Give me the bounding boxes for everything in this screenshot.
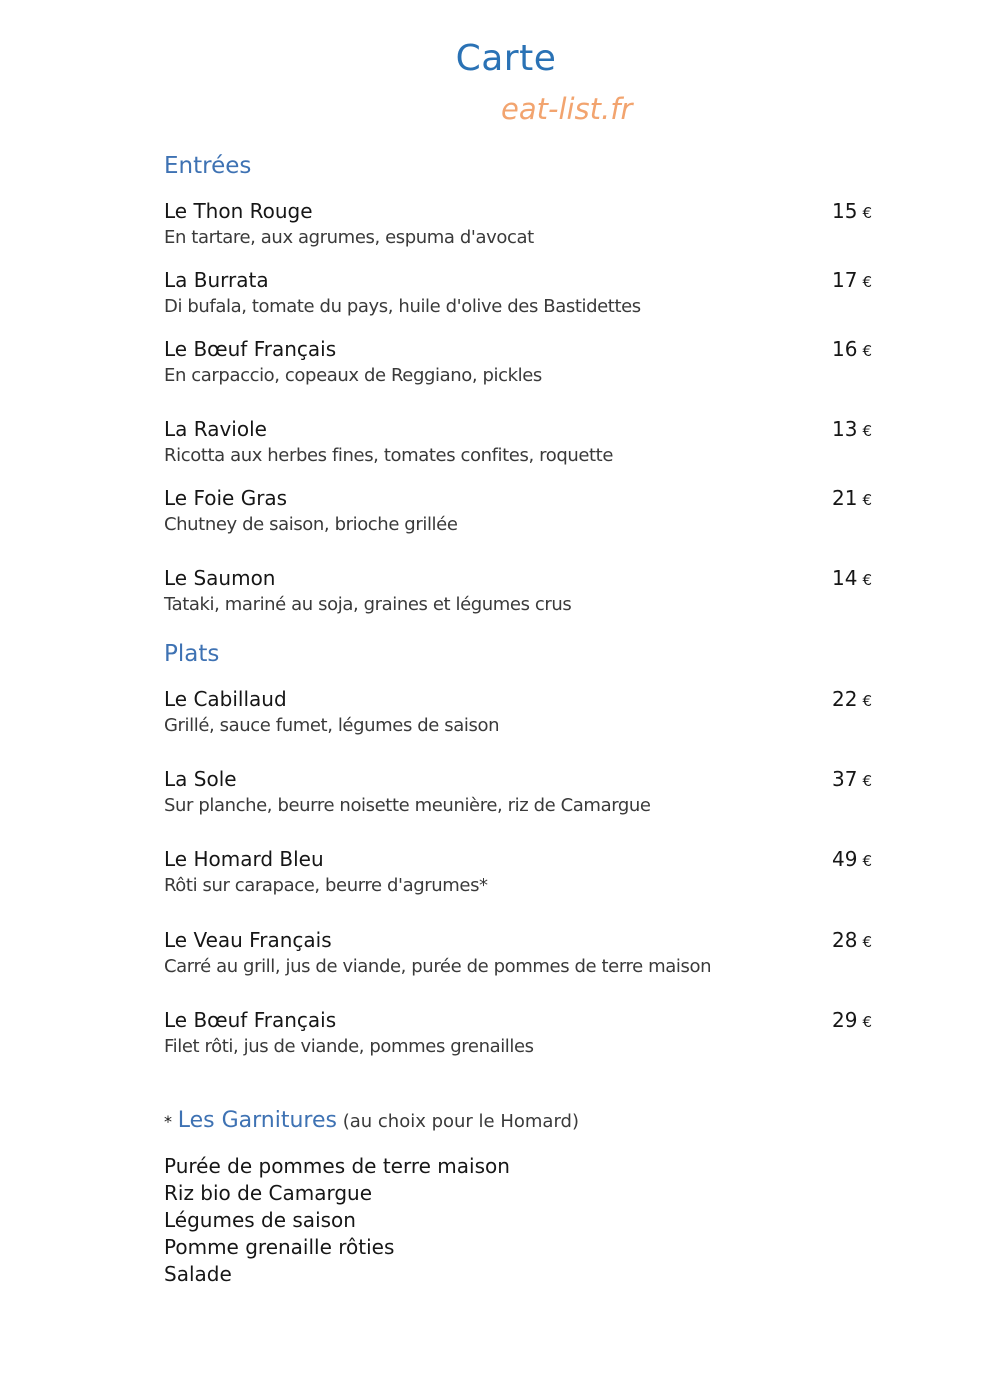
- item-description: En tartare, aux agrumes, espuma d'avocat: [164, 227, 534, 248]
- item-price: [832, 566, 872, 592]
- list-item: Pomme grenaille rôties: [164, 1235, 395, 1259]
- currency-symbol: €: [862, 772, 872, 790]
- currency-symbol: €: [862, 273, 872, 291]
- item-description: Tataki, mariné au soja, graines et légumes crus: [164, 594, 572, 615]
- item-description: Di bufala, tomate du pays, huile d'olive des Bastidettes: [164, 296, 641, 317]
- item-name: La Burrata: [164, 268, 269, 292]
- list-item: Purée de pommes de terre maison: [164, 1154, 510, 1178]
- currency-symbol: €: [862, 204, 872, 222]
- section-heading-plats: Plats: [164, 641, 220, 667]
- menu-item: [164, 566, 874, 617]
- page-title: Carte: [455, 38, 557, 79]
- list-item: Salade: [164, 1262, 232, 1286]
- currency-symbol: €: [862, 491, 872, 509]
- item-name: Le Thon Rouge: [164, 199, 313, 223]
- price-value: 21: [832, 486, 858, 510]
- menu-item: [164, 268, 874, 319]
- price-value: 16: [832, 337, 858, 361]
- price-value: 14: [832, 566, 858, 590]
- menu-item: [164, 687, 874, 738]
- item-name: Le Homard Bleu: [164, 847, 324, 871]
- item-price: [832, 687, 872, 713]
- section-heading-entrees: Entrées: [164, 153, 252, 179]
- currency-symbol: €: [862, 852, 872, 870]
- item-name: Le Veau Français: [164, 928, 332, 952]
- item-name: La Sole: [164, 767, 237, 791]
- item-description: Filet rôti, jus de viande, pommes grenailles: [164, 1036, 534, 1057]
- menu-item: [164, 1008, 874, 1059]
- item-name: La Raviole: [164, 417, 267, 441]
- item-name: Le Bœuf Français: [164, 337, 337, 361]
- item-description: Grillé, sauce fumet, légumes de saison: [164, 715, 500, 736]
- menu-item: [164, 417, 874, 468]
- menu-item: [164, 337, 874, 388]
- item-description: Ricotta aux herbes fines, tomates confites, roquette: [164, 445, 614, 466]
- item-description: Rôti sur carapace, beurre d'agrumes*: [164, 875, 488, 896]
- item-price: [832, 417, 872, 443]
- watermark: eat-list.fr: [501, 92, 633, 126]
- currency-symbol: €: [862, 342, 872, 360]
- garnitures-note: (au choix pour le Homard): [342, 1111, 579, 1132]
- garnitures-title: Les Garnitures: [177, 1108, 337, 1133]
- item-price: [832, 199, 872, 225]
- currency-symbol: €: [862, 1013, 872, 1031]
- item-name: Le Foie Gras: [164, 486, 288, 510]
- list-item: Légumes de saison: [164, 1208, 356, 1232]
- item-name: Le Saumon: [164, 566, 276, 590]
- price-value: 17: [832, 268, 858, 292]
- item-price: [832, 486, 872, 512]
- item-description: En carpaccio, copeaux de Reggiano, pickles: [164, 365, 542, 386]
- item-name: Le Cabillaud: [164, 687, 287, 711]
- price-value: 22: [832, 687, 858, 711]
- currency-symbol: €: [862, 933, 872, 951]
- garnitures-list: [164, 1153, 510, 1288]
- item-description: Sur planche, beurre noisette meunière, riz de Camargue: [164, 795, 651, 816]
- item-price: [832, 268, 872, 294]
- currency-symbol: €: [862, 692, 872, 710]
- item-price: [832, 1008, 872, 1034]
- price-value: 49: [832, 847, 858, 871]
- menu-item: [164, 928, 874, 979]
- item-price: [832, 337, 872, 363]
- item-description: Chutney de saison, brioche grillée: [164, 514, 458, 535]
- currency-symbol: €: [862, 422, 872, 440]
- menu-item: [164, 847, 874, 898]
- price-value: 29: [832, 1008, 858, 1032]
- garnitures-heading: [164, 1108, 579, 1133]
- price-value: 28: [832, 928, 858, 952]
- item-description: Carré au grill, jus de viande, purée de pommes de terre maison: [164, 956, 712, 977]
- item-name: Le Bœuf Français: [164, 1008, 337, 1032]
- item-price: [832, 928, 872, 954]
- currency-symbol: €: [862, 571, 872, 589]
- list-item: Riz bio de Camargue: [164, 1181, 373, 1205]
- menu-item: [164, 486, 874, 537]
- price-value: 15: [832, 199, 858, 223]
- menu-item: [164, 199, 874, 250]
- item-price: [832, 847, 872, 873]
- price-value: 37: [832, 767, 858, 791]
- footnote-star: *: [164, 1112, 172, 1131]
- item-price: [832, 767, 872, 793]
- menu-item: [164, 767, 874, 818]
- price-value: 13: [832, 417, 858, 441]
